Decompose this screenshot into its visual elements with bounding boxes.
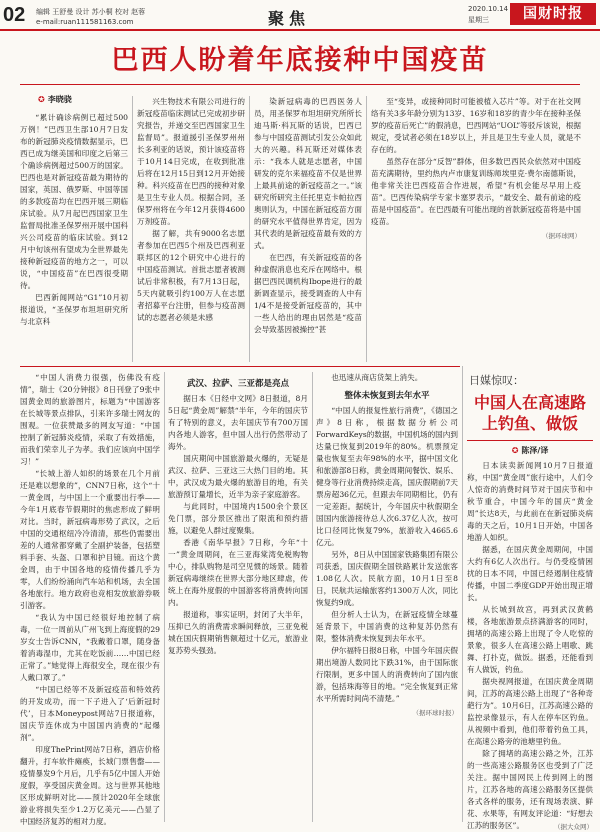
column-divider xyxy=(164,372,165,822)
newspaper-logo: 国财时报 xyxy=(510,3,596,25)
second-col2-p1: 据日本《日经中文网》8日报道，8月5日起“黄金周”解禁“半年，今年的国庆节有了特别的意义，去年国庆节有700万国内各地人游客，但中国人出行仍然带动了海外。 xyxy=(168,394,308,451)
lead-col4-p1: 至“变异，或接种同时可能被植入芯片”等。对于在社交网络有关3多年龄分别为13岁、16岁和18岁的青少年在接种圣保罗的疫苗后死亡”的假消息，巴西网站“UOL”等驳斥该说，根据规定，受试者必须在18岁以上，并且是卫生专业人员，就是不存在的。 xyxy=(371,97,581,154)
editor-line: 编辑 王舒曼 设计 苏小桐 校对 赵蓉 xyxy=(36,8,146,16)
second-column-3 xyxy=(316,372,458,822)
lead-col4-p2: 虽然存在部分“反智”群体，但多数巴西民众依然对中国疫苗充满期待，里约热内卢市康复训练师埃里克·费尔南德斯说，他非常关注巴西疫苗合作进展，希望“有机会能尽早用上疫苗”。巴西传染病学专家卡塞罗表示，“最安全、最有前途的疫苗是中国疫苗”。在巴西最有可能出现的首款新冠疫苗将是中国疫苗。 xyxy=(371,157,581,226)
sidebar-byline: ✪ 陈泽/译 xyxy=(511,446,549,455)
issue-date-text: 2020.10.14 xyxy=(468,5,509,13)
second-col1-p4: “中国已经等不及新冠疫苗和特效药的开发成功，而一下子进入了‘后新冠时代’，日本Moneypost网站7日报道称，国庆节连休成为中国国内消费的“起爆剂”。 xyxy=(20,685,160,742)
sidebar-source: （据大众网） xyxy=(554,823,593,831)
second-col3-p2: 另外，8日从中国国家铁路集团有限公司获悉，国庆假期全国铁路累计发送旅客1.08亿人次。民航方面，10月1日至8日，民航共运输旅客约1300万人次，同比恢复约9成。 xyxy=(316,550,458,607)
lead-col2-p1: 兴生物技术有限公司进行的新冠疫苗临床测试已完成初步研究报告，并递交至巴西国家卫生监督局”。报道援引圣保罗州州长多利亚的话说，预计该疫苗将于10月14日完成，在收到批准后将在12月15日到12月开始接种。科兴疫苗在巴西的接种对象是卫生专业人员。根据合同，圣保罗州将在今年12月获得4600万剂疫苗。 xyxy=(137,97,245,226)
second-subheading-2: 整体未恢复到去年水平 xyxy=(344,391,430,401)
sidebar-rule xyxy=(467,440,593,441)
lead-byline xyxy=(38,94,72,105)
section-name: 聚焦 xyxy=(268,9,311,28)
sidebar-title: 中国人在高速路上钓鱼、做饭 xyxy=(473,393,586,433)
second-col1-p1: “中国人消费力很强，伤佛没有疫情”，瑞士《20分钟报》8日刊登了9张中国黄金周的旅游图片，标题为“中国游客在长城等景点排队，引来许多瑞士网友的围观。一位获赞最多的网友写道：“中国控制了新冠肺炎疫情，采取了有效措施，而我们荣幸儿子为孝。我们应该向中国学习！” xyxy=(20,373,160,466)
second-col2-p2: 国庆期间中国旅游最火爆的，无疑是武汉、拉萨、三亚这三大热门目的地。其中，武汉成为最火爆的旅游目的地，有关旅游预订量增长，近半为亲子家庭游客。 xyxy=(168,454,308,499)
main-headline: 巴西人盼着年底接种中国疫苗 xyxy=(111,45,489,76)
second-subheading-1: 武汉、拉萨、三亚都是亮点 xyxy=(186,379,289,389)
sidebar-p1: 日本读卖新闻网10月7日报道称，中国“黄金周”旅行途中，人们令人惊奇的消费时间节对于国庆节和中秋节重合，中国今年的国庆“黄金周”长达8天，与此前在在新冠肺炎病毒的天之后，10月1日开始，中国各地游人如织。 xyxy=(467,461,593,542)
sidebar-byline-name: 陈泽 xyxy=(521,446,538,455)
lead-source: （据环球网） xyxy=(542,232,581,240)
second-col3-top: 也迅速从商店货架上消失。 xyxy=(331,373,423,382)
second-col3-p4: 伊尔福特日报8日称，中国今年国庆假期出境游人数同比下跌31%，由于国际旅行限制，更多中国人的消费转向了国内旅游，包括珠海等目的地。“完全恢复到正常水平所需时间尚不清楚。” xyxy=(316,646,458,703)
column-divider xyxy=(249,96,250,362)
byline-mark-icon: ✪ xyxy=(511,446,519,455)
second-col1-p3: “我认为中国已经很好地控制了病毒，一位一周前从广州飞到上海度假的29岁女士告诉CNN，“我戴着口罩，随身备着消毒湿巾，尤其在吃饭前……中国已经正常了。”她觉得上海很安全，现在很少有人戴口罩了。” xyxy=(20,613,160,682)
lead-col3-p2: 在巴西，有关新冠疫苗的各种虚假消息也充斥在网络中。根据巴西民调机构Ibope进行的最新调查显示，接受调查的人中有1/4不是接受新冠疫苗的，其中一些人给出的理由居然是“疫苗会导致基因被操控”甚 xyxy=(254,253,362,334)
header-rule xyxy=(0,29,600,31)
byline-mark-icon: ✪ xyxy=(38,95,45,104)
second-col3-p1: “中国人的报复性旅行消费”，《德国之声》8日称，根据数据分析公司ForwardKeys的数据，中国机场的国内到达量已恢复到2019年的80%。机票预定量也恢复至去年98%的水平，据中国文化和旅游部8日称，黄金周期间餐饮、娱乐、健身等行业消费持续走高，国庆假期前7天票房超36亿元，但跟去年同期相比，仍有一定差距。据统计，今年国庆中秋假期全国国内旅游接待总人次6.37亿人次，按可比口径同比恢复79%，旅游收入4665.6亿元。 xyxy=(316,406,458,547)
sidebar-p3: 从长城到故宫，再到武汉黄鹤楼，各地旅游景点挤满游客的同时，拥堵的高速公路上出现了令人吃惊的景象，很多人在高速公路上唱歌、跳舞、打扑克，做饭。据悉，还能看到有人做饭，钓鱼。 xyxy=(467,605,593,674)
second-column-2 xyxy=(168,372,308,822)
lead-col1-p2: 巴西新闻网站“G1”10月初报道说，“圣保罗布坦坦研究所与北京科 xyxy=(20,293,128,326)
sidebar-p2: 据悉，在国庆黄金周期间，中国大约有6亿人次出行。与仍受疫情困扰的日本不同，中国已经遏制住疫情传播，中国二季度GDP开始出现正增长。 xyxy=(467,545,593,602)
lead-col1-p1: “累计确诊病例已超过500万例！”巴西卫生部10月7日发布的新冠肺炎疫情数据显示，巴西已成为继美国和印度之后第三个确诊病例超过500万的国家。巴西也是对新冠疫苗最为期待的国家，英国、俄罗斯、中国等国的多款疫苗均在巴西开展三期临床试验。从7月起巴西国家卫生监督局批准圣保罗州开展中国科兴公司疫苗的临床试验。到12月中旬该州有望成为全世界最先接种新冠疫苗的地方之一，可以说，“中国疫苗”在巴西很受期待。 xyxy=(20,113,128,290)
lead-column-2 xyxy=(137,96,245,362)
second-source: （据环球时报） xyxy=(412,709,458,717)
sidebar-byline-role: 译 xyxy=(540,446,549,455)
section-rule xyxy=(20,366,460,367)
lead-col2-p2: 据了解，共有9000名志愿者参加在巴西5个州及巴西利亚联邦区的12个研究中心进行的中国疫苗测试。首批志愿者被测试后非常积极，有7月13日起，5天内就吸引约100万人在志愿者招募平台注册，但参与疫苗测试的志愿者必须是未感 xyxy=(137,229,245,322)
sidebar-kicker: 日媒惊叹： xyxy=(469,374,524,387)
sidebar-p5: 除了拥堵的高速公路之外，江苏的一些高速公路服务区也受到了广泛关注。据中国网民上传到网上的图片，江苏各地的高速公路服务区提供各式各样的服务，还有现场表演、鲜花、水果等，有网友评论道：“好想去江苏的服务区”。 xyxy=(467,749,593,830)
editor-info xyxy=(36,7,145,27)
lead-col3-p1: 染新冠病毒的巴西医务人员，用圣保罗布坦坦研究所所长迪马斯·科瓦斯的话说，巴西已参与中国疫苗测试引发公众如此大的兴趣。科瓦斯还对媒体表示：“我本人就是志愿者，中国研发的克尔来福疫苗不仅是世界上最具前途的新冠疫苗之一。”该研究所研究主任托里克卡帕拉西奥则认为，中国在新冠疫苗方面的研究水平值得世界肯定，因为其代表的是新冠疫苗最有效的方式。 xyxy=(254,97,362,250)
sidebar-box xyxy=(467,370,593,831)
issue-date xyxy=(468,4,508,26)
sidebar-p4: 据央视网报道，在国庆黄金周期间，江苏的高速公路上出现了“各种奇葩行为”。10月6日，江苏高速公路的监控录像显示，有人在停车区钓鱼。从视频中看到，他们带着钓鱼工具，在高速公路旁的池塘里钓鱼。 xyxy=(467,677,593,746)
second-column-1 xyxy=(20,372,160,826)
column-divider xyxy=(312,372,313,822)
lead-column-3 xyxy=(254,96,362,362)
second-col3-p3: 但分析人士认为，在新冠疫情全球蔓延背景下，中国消费的这种复苏仍然有限，整体消费未恢复到去年水平。 xyxy=(316,610,458,643)
lead-byline-name: 李晓骁 xyxy=(47,95,72,104)
page-header xyxy=(0,0,600,30)
second-col2-p4: 香港《南华早报》7日称，今年“十一”黄金周期间，在三亚海棠湾免税购物中心，排队购物是司空见惯的场景。随着新冠病毒继续在世界大部分地区肆虐，传统上在海外度假的中国游客将消费转向国内。 xyxy=(168,538,308,607)
second-col2-p5: 报道称，事实证明，封闭了大半年，压抑已久的消费需求瞬间释放，三亚免税城在国庆假期销售额超过十亿元，旅游业复苏势头强劲。 xyxy=(168,610,308,655)
column-divider xyxy=(366,96,367,362)
page-number: 02 xyxy=(3,4,26,26)
editor-email: e-mail:ruan111581163.com xyxy=(36,18,134,26)
lead-column-4 xyxy=(371,96,581,362)
second-col2-p3: 与此同时，中国境内1500余个景区免门票，部分景区推出了限流和预约措施，以避免人群过度聚集。 xyxy=(168,502,308,535)
issue-weekday: 星期三 xyxy=(468,16,489,24)
headline-rule xyxy=(20,84,580,85)
column-divider xyxy=(462,366,463,822)
column-divider xyxy=(132,96,133,362)
lead-column-1 xyxy=(20,112,128,362)
second-col1-p5: 印度ThePrint网站7日称，酒店价格翻升，打车软件瘫痪，长城门票售罄——疫情暴发9个月后，几乎有5亿中国人开始度假，享受国庆黄金周。这与世界其他地区形成鲜明对比——预计2020年全球旅游业将损失至少1.2万亿美元——凸显了中国经济复苏的相对力度。 xyxy=(20,745,160,826)
second-col1-p2: “长城上游人如织的场景在几个月前还是难以想象的”，CNN7日称，这个“十一黄金周，与中国上一个重要出行季——今年1月底春节假期时的焦虑形成了鲜明对比。当时，新冠病毒形势了武汉，之后中国的交通枢纽冷冷清清，那些仍需要出差的人通常都穿戴了全副护装备，包括塑料手套、头盔、口罩和护目镜。而这个黄金周，由于中国各地的疫情传播几乎为零，人们纷纷涌向汽车站和机场，去全国各地旅行。地方政府也竞相发放旅游券吸引游客。 xyxy=(20,469,160,610)
